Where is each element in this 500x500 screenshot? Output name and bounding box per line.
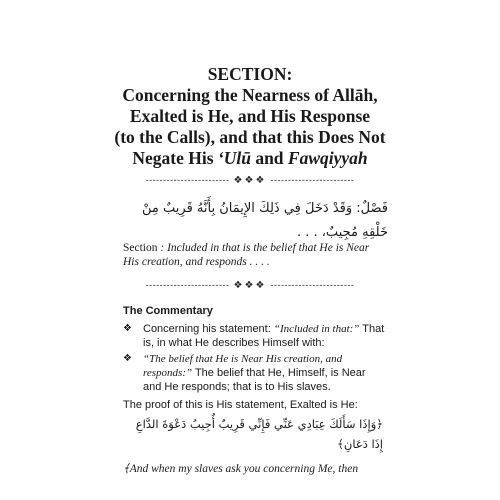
bullet-1-quote: “Included in that:” bbox=[273, 323, 360, 335]
section-translation-lead: Section bbox=[123, 242, 158, 254]
heading-line-5 bbox=[60, 148, 440, 169]
heading-line-4: (to the Calls), and that this Does Not bbox=[114, 127, 386, 147]
heading-line-2: Concerning the Nearness of Allāh, bbox=[122, 85, 378, 105]
quran-verse-translation: ﴾And when my slaves ask you concerning Me, then bbox=[123, 463, 359, 475]
divider-dashes-right: ------------------------ bbox=[270, 175, 355, 185]
commentary-title: The Commentary bbox=[123, 305, 213, 317]
heading-line-5-c: and bbox=[250, 148, 288, 168]
section-heading bbox=[60, 64, 440, 169]
bullet-1-text bbox=[143, 322, 385, 350]
divider-dashes-left: ------------------------ bbox=[145, 175, 230, 185]
heading-term-fawqiyyah: Fawqiyyah bbox=[287, 148, 368, 168]
section-translation-rest: : Included in that is the belief that He is Near His creation, and responds . . . . bbox=[123, 242, 370, 268]
bullet-ornament-icon: ❖ bbox=[123, 323, 132, 334]
quran-verse-arabic: ﴿وَإِذَا سَأَلَكَ عِبَادِي عَنِّي فَإِنِّي قَرِيبٌ أُجِيبُ دَعْوَةَ الدَّاعِ إِذَا دَعَانِ﴾ bbox=[135, 417, 383, 451]
divider-top bbox=[0, 175, 500, 186]
section-arabic-text: فَصْلٌ: وَقَدْ دَخَلَ فِي ذَلِكَ الإِيمَانُ بِأَنَّهُ قَرِيبٌ مِنْ خَلْقِهِ مُجِيبٌ، . . . bbox=[142, 201, 388, 240]
section-translation bbox=[123, 241, 383, 269]
divider-ornament-icon: ❖❖❖ bbox=[233, 280, 267, 291]
heading-term-ulu: ‘Ulū bbox=[217, 148, 251, 168]
heading-line-3: Exalted is He, and His Response bbox=[129, 106, 371, 126]
proof-line: The proof of this is His statement, Exalted is He: bbox=[123, 399, 358, 411]
bullet-ornament-icon: ❖ bbox=[123, 353, 132, 364]
bullet-1-part-c: That is, in what He describes Himself with: bbox=[143, 323, 385, 349]
commentary-bullet-2 bbox=[123, 352, 385, 394]
bullet-2-text bbox=[143, 352, 385, 394]
bullet-2-part-b: The belief that He, Himself, is Near and He responds; that is to His slaves. bbox=[143, 367, 366, 393]
divider-dashes-left: ------------------------ bbox=[145, 280, 230, 290]
divider-ornament-icon: ❖❖❖ bbox=[233, 175, 267, 186]
bullet-1-part-a: Concerning his statement: bbox=[143, 323, 274, 335]
heading-line-5-a: Negate His bbox=[132, 148, 218, 168]
commentary-bullet-1 bbox=[123, 322, 385, 350]
heading-line-1: SECTION: bbox=[207, 64, 293, 84]
divider-dashes-right: ------------------------ bbox=[270, 280, 355, 290]
divider-bottom bbox=[0, 280, 500, 291]
bullet-2-quote: “The belief that He is Near His creation, and responds:” bbox=[143, 353, 343, 379]
